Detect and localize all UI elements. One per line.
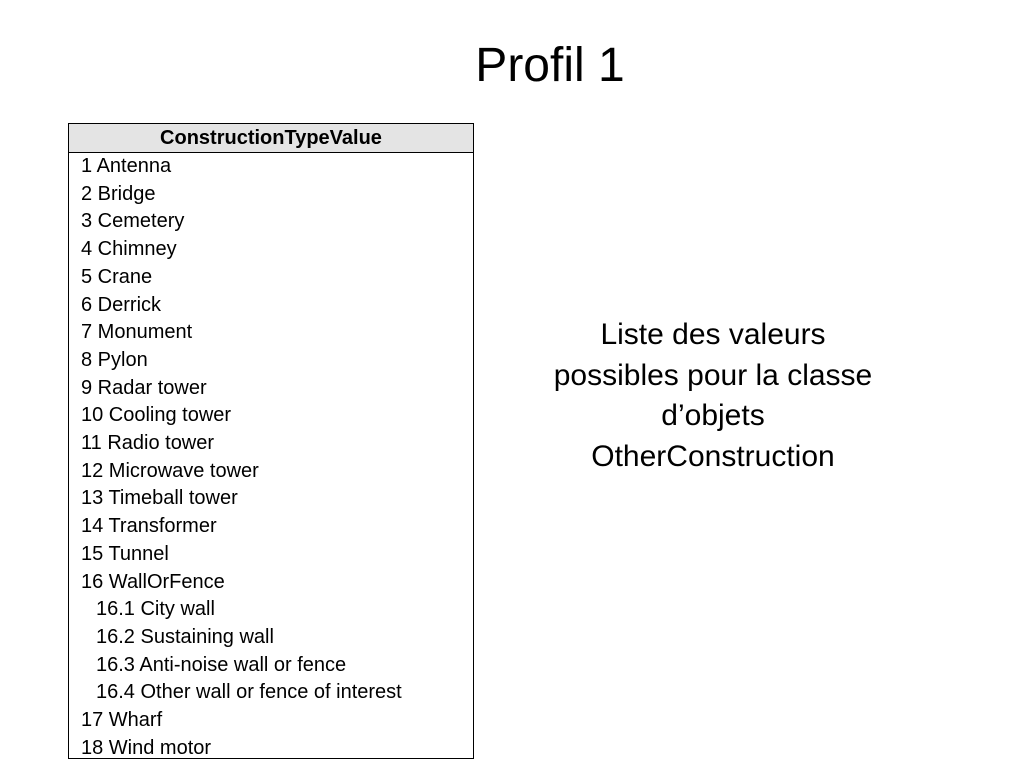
table-row: 14 Transformer <box>81 515 217 538</box>
table-row: 2 Bridge <box>81 182 156 205</box>
construction-type-table <box>68 123 474 759</box>
table-row: 9 Radar tower <box>81 376 207 399</box>
table-row: 16.1 City wall <box>96 598 215 621</box>
table-row: 12 Microwave tower <box>81 459 259 482</box>
table-row: 16.2 Sustaining wall <box>96 625 274 648</box>
table-row: 17 Wharf <box>81 709 163 732</box>
table-header: ConstructionTypeValue <box>69 124 473 153</box>
table-row: 5 Crane <box>81 265 153 288</box>
caption-line: possibles pour la classe <box>553 358 873 392</box>
table-row: 16.3 Anti-noise wall or fence <box>96 653 347 676</box>
caption-line: d’objets <box>661 399 765 432</box>
table-row: 13 Timeball tower <box>81 487 238 510</box>
table-row: 1 Antenna <box>81 155 172 177</box>
table-row: 18 Wind motor <box>81 736 212 759</box>
table-row: 16 WallOrFence <box>81 570 225 593</box>
table-row: 3 Cemetery <box>81 210 185 233</box>
caption-line: Liste des valeurs <box>600 318 826 351</box>
table-row: 4 Chimney <box>81 238 177 261</box>
table-row: 15 Tunnel <box>81 542 169 565</box>
caption-line: OtherConstruction <box>591 439 835 473</box>
table-list <box>69 153 473 762</box>
table-row: 7 Monument <box>81 321 193 344</box>
caption <box>512 315 914 477</box>
slide-title: Profil 1 <box>475 39 625 92</box>
table-row: 16.4 Other wall or fence of interest <box>96 681 402 704</box>
table-row: 8 Pylon <box>81 348 148 371</box>
table-row: 11 Radio tower <box>81 432 215 455</box>
table-row: 10 Cooling tower <box>81 404 232 427</box>
table-row: 6 Derrick <box>81 293 162 316</box>
